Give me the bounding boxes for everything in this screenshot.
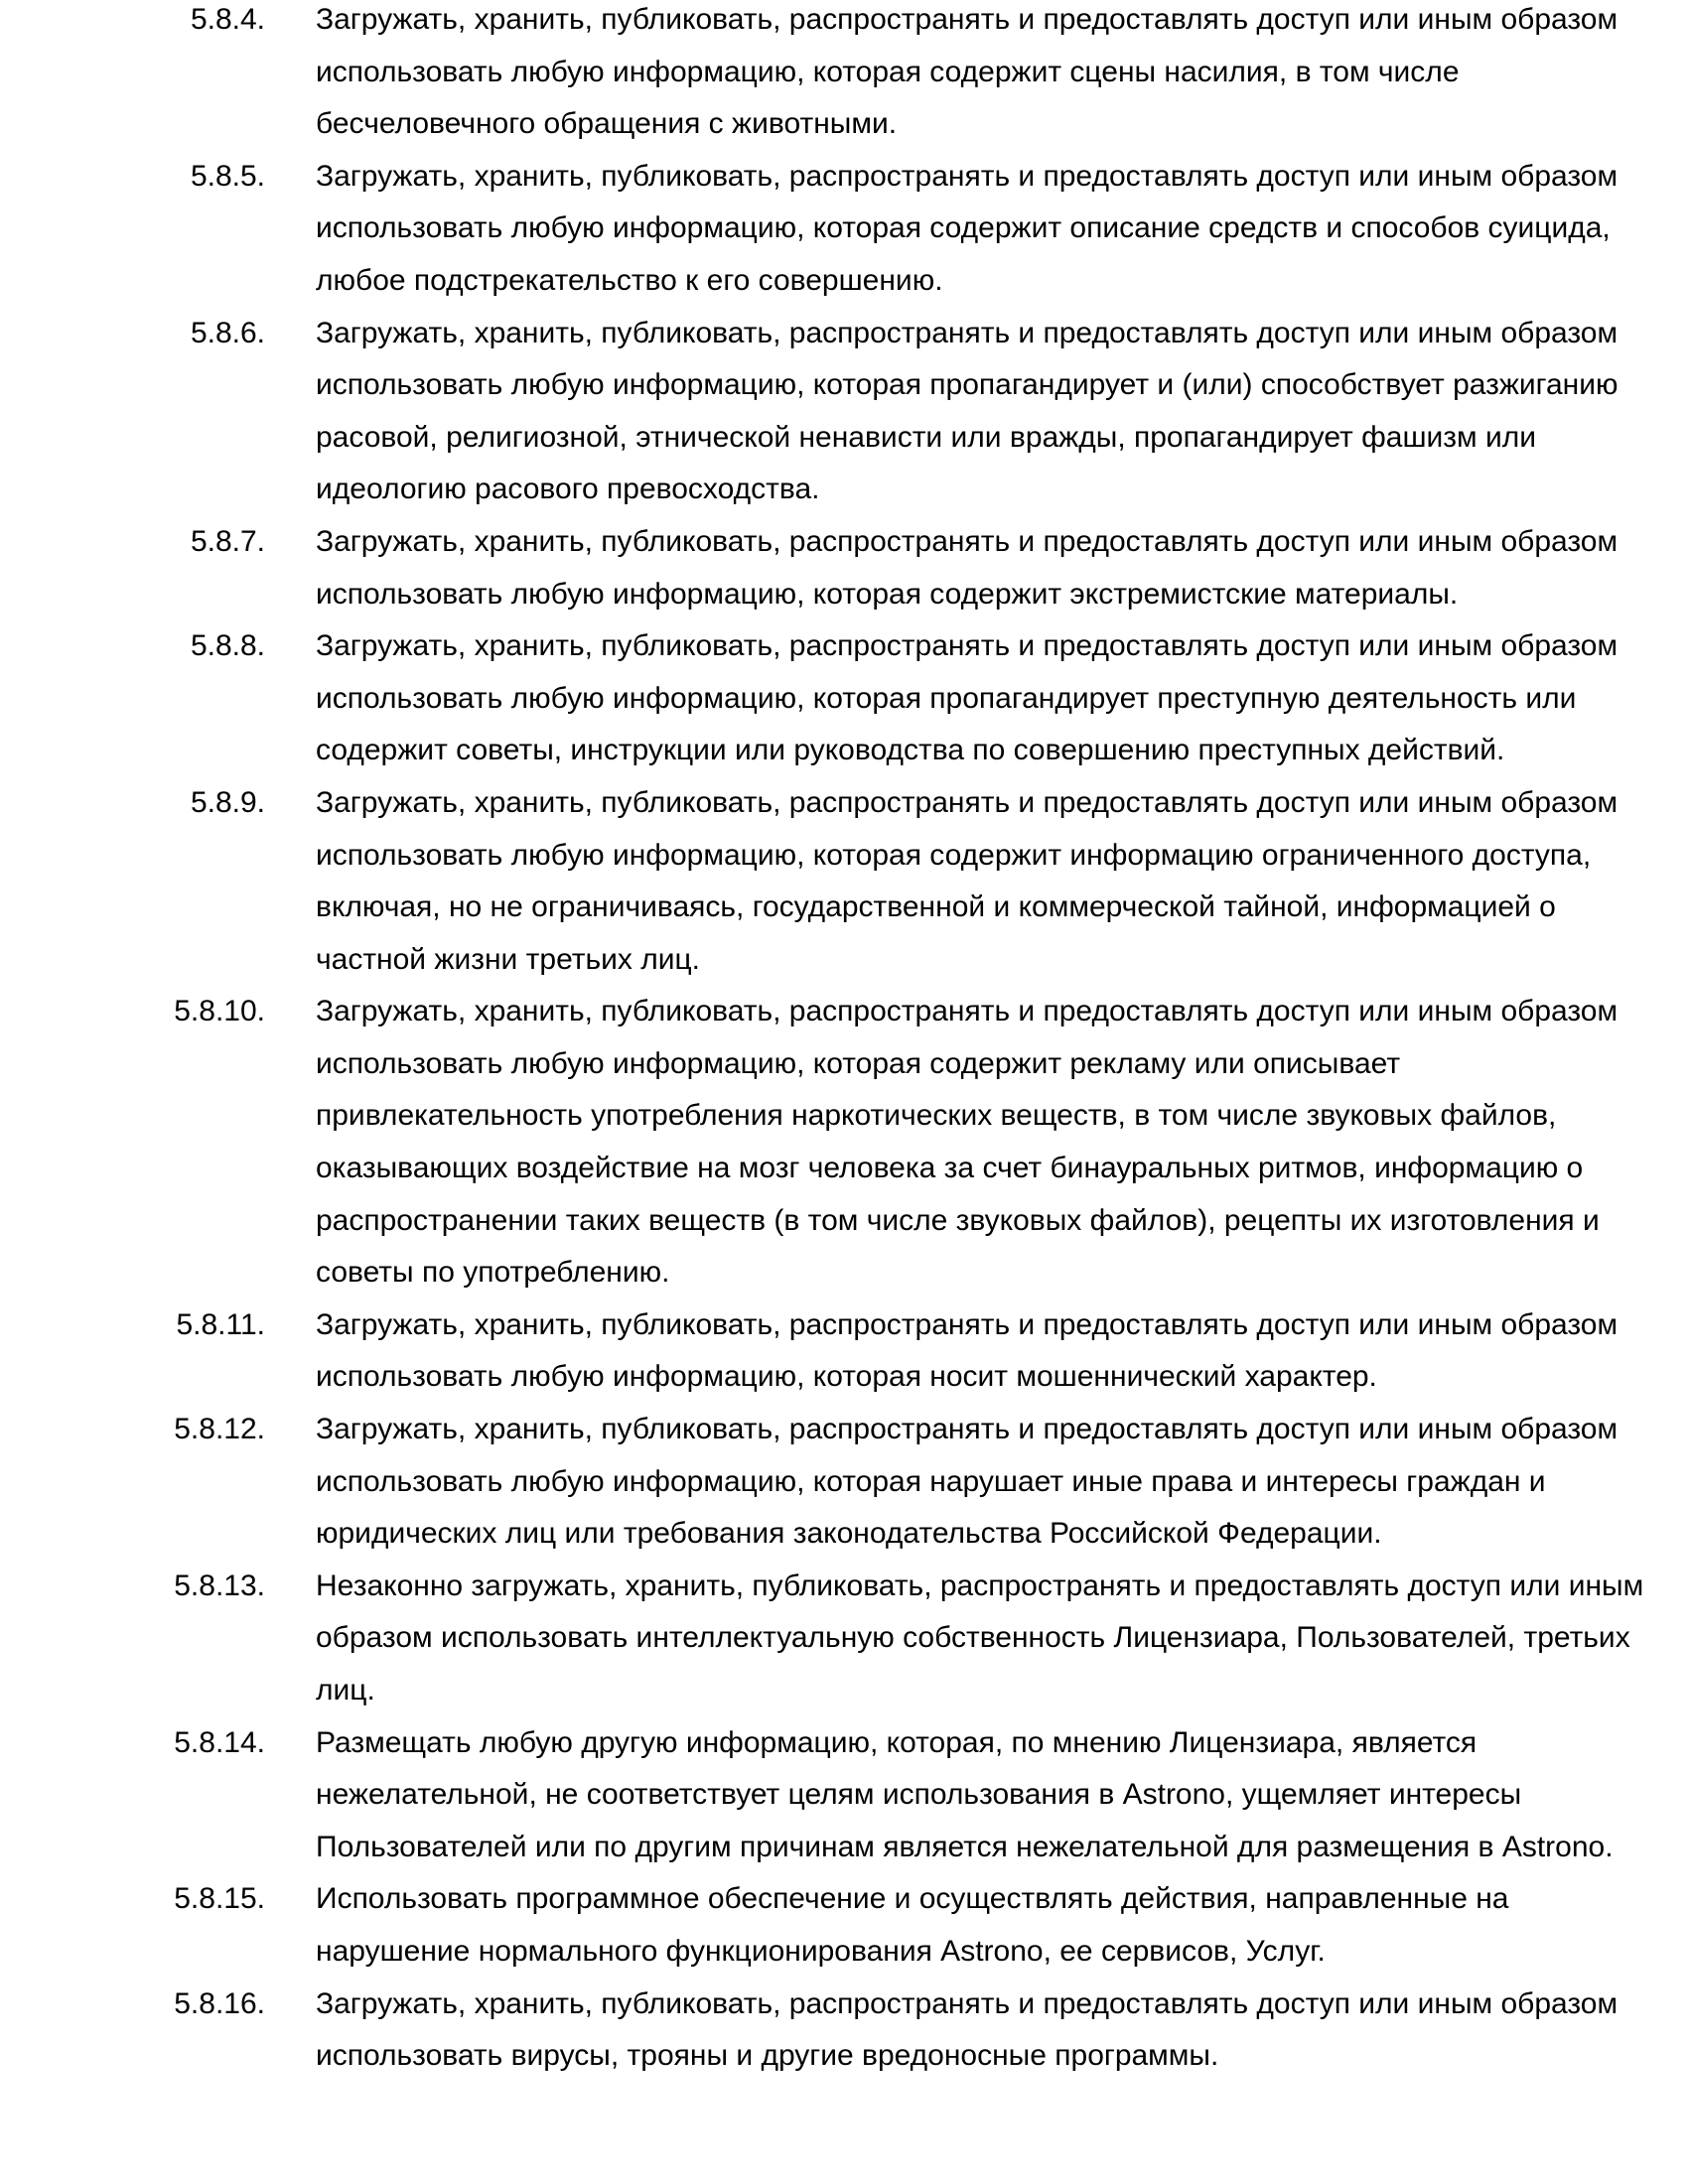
- item-number: 5.8.14.: [174, 1725, 265, 1759]
- item-text-line: использовать любую информацию, которая содержит описание средств и способов суицида,: [316, 211, 1611, 245]
- item-text-line: использовать любую информацию, которая нарушает иные права и интересы граждан и: [316, 1464, 1546, 1498]
- item-text-line: привлекательность употребления наркотических веществ, в том числе звуковых файлов,: [316, 1099, 1557, 1133]
- item-text-line: Загружать, хранить, публиковать, распространять и предоставлять доступ или иным образом: [316, 524, 1618, 558]
- item-text-line: идеологию расового превосходства.: [316, 473, 820, 506]
- item-text-line: лиц.: [316, 1674, 375, 1706]
- item-number: 5.8.12.: [174, 1413, 265, 1446]
- item-text-line: содержит советы, инструкции или руководства по совершению преступных действий.: [316, 734, 1505, 767]
- item-text: [316, 986, 1688, 1299]
- item-number: 5.8.8.: [190, 629, 265, 663]
- item-number: 5.8.13.: [174, 1569, 265, 1602]
- item-text-line: любое подстрекательство к его совершению.: [316, 263, 943, 297]
- item-text: [316, 1873, 1688, 1978]
- item-text-line: использовать любую информацию, которая содержит экстремистские материалы.: [316, 577, 1459, 611]
- list-item: [0, 620, 1688, 777]
- item-text-line: юридических лиц или требования законодательства Российской Федерации.: [316, 1517, 1382, 1551]
- list-item: [0, 308, 1688, 516]
- item-text: [316, 1561, 1688, 1717]
- item-text: [316, 151, 1688, 308]
- item-text-line: Загружать, хранить, публиковать, распространять и предоставлять доступ или иным образом: [316, 316, 1618, 349]
- item-text: [316, 1404, 1688, 1561]
- item-text-line: включая, но не ограничиваясь, государственной и коммерческой тайной, информацией о: [316, 890, 1556, 924]
- item-text: [316, 0, 1688, 151]
- list-item: [0, 1979, 1688, 2083]
- item-text-line: Размещать любую другую информацию, которая, по мнению Лицензиара, является: [316, 1725, 1477, 1759]
- list-item: [0, 986, 1688, 1299]
- item-number: 5.8.4.: [190, 3, 265, 36]
- list-item: [0, 0, 1688, 151]
- list-item: [0, 151, 1688, 308]
- item-text: [316, 1717, 1688, 1874]
- item-number: 5.8.6.: [190, 316, 265, 349]
- item-text-line: Загружать, хранить, публиковать, распространять и предоставлять доступ или иным образом: [316, 159, 1618, 193]
- item-text: [316, 308, 1688, 516]
- item-text-line: использовать любую информацию, которая содержит информацию ограниченного доступа,: [316, 838, 1592, 872]
- item-text-line: использовать любую информацию, которая пропагандирует и (или) способствует разжиганию: [316, 368, 1618, 402]
- item-text-line: оказывающих воздействие на мозг человека за счет бинауральных ритмов, информацию о: [316, 1152, 1584, 1185]
- item-text-line: нарушение нормального функционирования Astrono, ее сервисов, Услуг.: [316, 1934, 1326, 1968]
- item-text-line: образом использовать интеллектуальную собственность Лицензиара, Пользователей, третьих: [316, 1621, 1630, 1655]
- list-item: [0, 1873, 1688, 1978]
- item-number: 5.8.7.: [190, 524, 265, 558]
- item-text-line: использовать вирусы, трояны и другие вредоносные программы.: [316, 2039, 1219, 2073]
- item-number: 5.8.15.: [174, 1882, 265, 1916]
- item-text-line: Загружать, хранить, публиковать, распространять и предоставлять доступ или иным образом: [316, 1413, 1618, 1446]
- item-text-line: нежелательной, не соответствует целям использования в Astrono, ущемляет интересы: [316, 1778, 1522, 1812]
- item-text: [316, 1299, 1688, 1404]
- item-text-line: Загружать, хранить, публиковать, распространять и предоставлять доступ или иным образом: [316, 1307, 1618, 1341]
- item-number: 5.8.10.: [174, 995, 265, 1028]
- item-text-line: частной жизни третьих лиц.: [316, 942, 700, 976]
- item-text-line: распространении таких веществ (в том числе звуковых файлов), рецепты их изготовления и: [316, 1203, 1600, 1237]
- item-number: 5.8.5.: [190, 159, 265, 193]
- item-text-line: советы по употреблению.: [316, 1256, 670, 1290]
- list-item: [0, 1561, 1688, 1717]
- item-text-line: Загружать, хранить, публиковать, распространять и предоставлять доступ или иным образом: [316, 995, 1618, 1028]
- item-text-line: Загружать, хранить, публиковать, распространять и предоставлять доступ или иным образом: [316, 629, 1618, 663]
- item-text-line: использовать любую информацию, которая пропагандирует преступную деятельность или: [316, 681, 1577, 715]
- item-text-line: Пользователей или по другим причинам является нежелательной для размещения в Astrono.: [316, 1830, 1614, 1863]
- item-text: [316, 1979, 1688, 2083]
- item-text-line: расовой, религиозной, этнической ненависти или вражды, пропагандирует фашизм или: [316, 420, 1537, 454]
- item-text: [316, 620, 1688, 777]
- item-text-line: бесчеловечного обращения с животными.: [316, 107, 898, 141]
- item-text-line: Загружать, хранить, публиковать, распространять и предоставлять доступ или иным образом: [316, 785, 1618, 819]
- list-item: [0, 1299, 1688, 1404]
- item-text: [316, 516, 1688, 620]
- item-text: [316, 777, 1688, 986]
- item-text-line: использовать любую информацию, которая содержит сцены насилия, в том числе: [316, 55, 1460, 88]
- list-item: [0, 1404, 1688, 1561]
- item-text-line: использовать любую информацию, которая носит мошеннический характер.: [316, 1360, 1377, 1394]
- list-item: [0, 1717, 1688, 1874]
- item-text-line: Использовать программное обеспечение и осуществлять действия, направленные на: [316, 1882, 1509, 1916]
- list-item: [0, 516, 1688, 620]
- item-text-line: Загружать, хранить, публиковать, распространять и предоставлять доступ или иным образом: [316, 1986, 1618, 2020]
- item-number: 5.8.16.: [174, 1986, 265, 2020]
- item-text-line: Незаконно загружать, хранить, публиковать, распространять и предоставлять доступ или иным: [316, 1569, 1644, 1602]
- list-item: [0, 777, 1688, 986]
- item-number: 5.8.11.: [176, 1307, 265, 1341]
- item-text-line: использовать любую информацию, которая содержит рекламу или описывает: [316, 1046, 1401, 1080]
- item-number: 5.8.9.: [190, 785, 265, 819]
- item-text-line: Загружать, хранить, публиковать, распространять и предоставлять доступ или иным образом: [316, 3, 1618, 36]
